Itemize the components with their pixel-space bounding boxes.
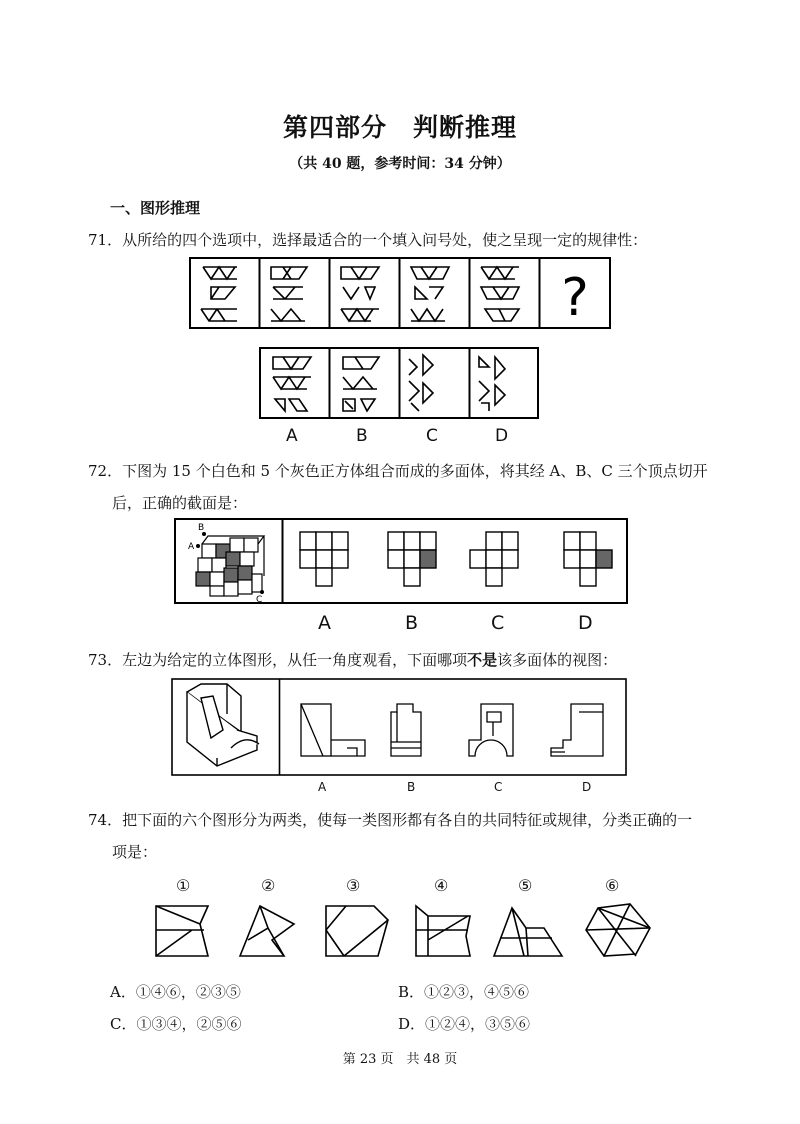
q71-option-label-a[interactable]: A — [286, 426, 298, 446]
q72-option-label-a[interactable]: A — [318, 612, 331, 634]
q71-option-label-d[interactable]: D — [495, 426, 509, 446]
q73-option-label-a[interactable]: A — [318, 780, 327, 794]
q73-figure — [171, 678, 627, 776]
q74-figure-5-shape — [494, 908, 562, 956]
page-title: 第四部分 判断推理 — [282, 113, 517, 142]
q74-answer-d[interactable]: D．①②④，③⑤⑥ — [398, 1015, 531, 1033]
q74-text-line2: 项是： — [112, 843, 158, 861]
q71-option-label-b[interactable]: B — [356, 426, 368, 446]
q71-sequence-figure — [189, 257, 611, 329]
q74-figures — [150, 900, 660, 964]
q73-text — [88, 648, 617, 672]
section-heading: 一、图形推理 — [110, 199, 201, 217]
q74-figure-label-1: ① — [176, 876, 191, 895]
q71-text: 71．从所给的四个选项中，选择最适合的一个填入问号处，使之呈现一定的规律性： — [88, 231, 648, 249]
q73-option-label-d[interactable]: D — [582, 780, 592, 794]
q74-figure-2-shape — [240, 906, 294, 956]
q72-text-line2: 后，正确的截面是： — [112, 494, 248, 512]
q72-vertex-label-b: B — [198, 523, 205, 533]
q71-sequence-svg — [189, 257, 611, 329]
q74-figure-label-3: ③ — [346, 876, 361, 895]
q73-text-prefix: 73．左边为给定的立体图形，从任一角度观看，下面哪项 — [88, 651, 468, 669]
q72-vertex-label-a: A — [188, 542, 195, 552]
q74-answer-a[interactable]: A．①④⑥，②③⑤ — [110, 983, 241, 1001]
q73-svg — [171, 678, 627, 776]
q72-option-label-c[interactable]: C — [491, 612, 505, 634]
q71-options-svg — [259, 347, 539, 419]
q74-svg — [150, 900, 660, 964]
q73-option-label-c[interactable]: C — [494, 780, 503, 794]
q72-vertex-c-dot — [260, 590, 264, 594]
q71-question-mark: ? — [561, 268, 589, 328]
q72-vertex-label-c: C — [256, 595, 263, 604]
q71-option-label-c[interactable]: C — [426, 426, 438, 446]
page-footer: 第 23 页 共 48 页 — [342, 1052, 458, 1067]
q72-figure — [174, 518, 628, 604]
q74-figure-label-6: ⑥ — [605, 876, 620, 895]
q74-answer-c[interactable]: C．①③④，②⑤⑥ — [110, 1015, 242, 1033]
q74-text-line1: 74．把下面的六个图形分为两类，使每一类图形都有各自的共同特征或规律，分类正确的一 — [88, 811, 693, 829]
q74-figure-label-4: ④ — [434, 876, 449, 895]
q74-figure-3-shape — [326, 906, 388, 956]
q71-options-figure — [259, 347, 539, 419]
q74-figure-6-shape — [586, 904, 650, 956]
q74-figure-label-5: ⑤ — [518, 876, 533, 895]
q72-option-label-b[interactable]: B — [405, 612, 419, 634]
page-subtitle: （共 40 题，参考时间：34 分钟） — [289, 156, 511, 172]
q73-option-label-b[interactable]: B — [407, 780, 416, 794]
q73-text-suffix: 该多面体的视图： — [497, 651, 618, 669]
q74-figure-label-2: ② — [261, 876, 276, 895]
q74-figure-1-shape — [156, 906, 208, 956]
q72-option-label-d[interactable]: D — [578, 612, 593, 634]
q72-text-line1: 72．下图为 15 个白色和 5 个灰色正方体组合而成的多面体，将其经 A、B、C 三个顶点切开 — [88, 462, 708, 480]
q74-answer-b[interactable]: B．①②③，④⑤⑥ — [398, 983, 530, 1001]
q72-svg — [174, 518, 628, 604]
q73-text-bold: 不是 — [467, 651, 498, 669]
q74-figure-4-shape — [416, 906, 470, 956]
q72-vertex-a-dot — [196, 544, 200, 548]
